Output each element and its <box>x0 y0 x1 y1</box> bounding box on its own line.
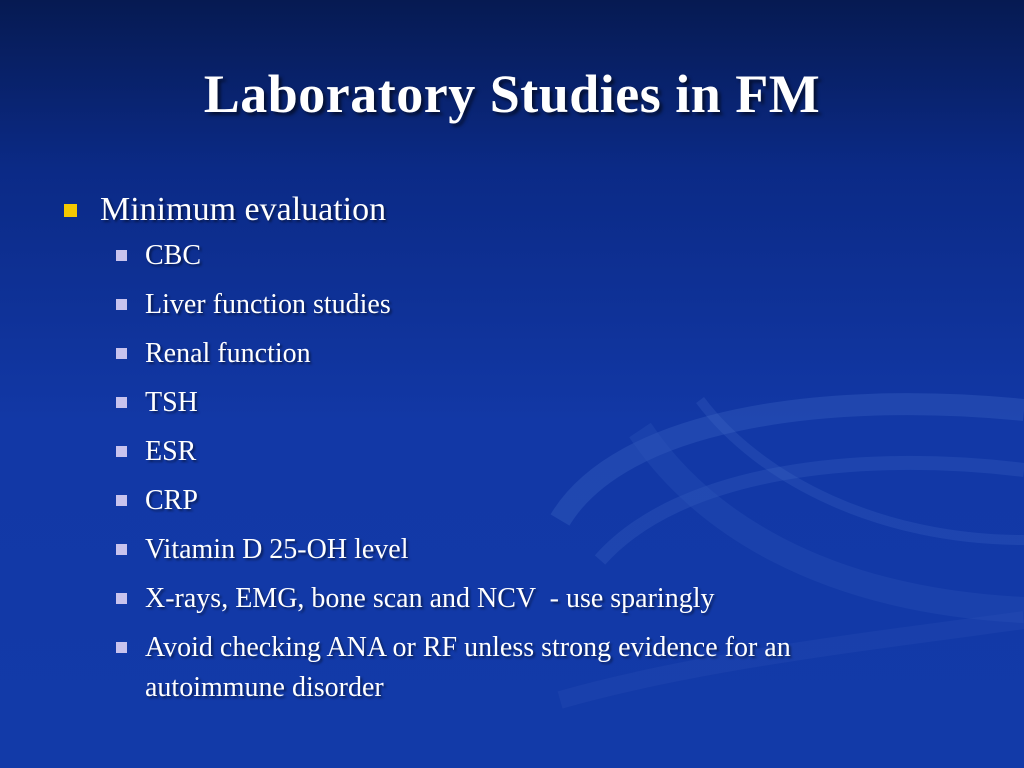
sub-bullet-text: Avoid checking ANA or RF unless strong evidence for an autoimmune disorder <box>145 632 791 703</box>
sub-bullet-text: Liver function studies <box>145 289 391 320</box>
square-bullet-icon <box>116 593 127 604</box>
sub-bullet-item <box>116 285 960 325</box>
square-bullet-icon <box>64 204 77 217</box>
bullet-minimum-evaluation <box>60 188 960 232</box>
sub-bullet-text: TSH <box>145 387 198 418</box>
sub-bullet-text: Renal function <box>145 338 311 369</box>
sub-bullet-item <box>116 432 960 472</box>
sub-bullet-text: CBC <box>145 240 202 271</box>
sub-bullet-list <box>60 236 960 708</box>
square-bullet-icon <box>116 397 127 408</box>
bullet-list <box>60 188 960 717</box>
sub-bullet-item <box>116 579 960 619</box>
sub-bullet-item <box>116 530 960 570</box>
sub-bullet-text: CRP <box>145 485 198 516</box>
sub-bullet-text: Vitamin D 25-OH level <box>145 534 409 565</box>
square-bullet-icon <box>116 446 127 457</box>
square-bullet-icon <box>116 299 127 310</box>
slide-title: Laboratory Studies in FM <box>203 64 821 124</box>
square-bullet-icon <box>116 348 127 359</box>
sub-bullet-item <box>116 334 960 374</box>
sub-bullet-item <box>116 628 925 708</box>
square-bullet-icon <box>116 642 127 653</box>
square-bullet-icon <box>116 250 127 261</box>
sub-bullet-item <box>116 236 960 276</box>
square-bullet-icon <box>116 544 127 555</box>
square-bullet-icon <box>116 495 127 506</box>
sub-bullet-item <box>116 383 960 423</box>
sub-bullet-item <box>116 481 960 521</box>
sub-bullet-text: ESR <box>145 436 197 467</box>
bullet-label: Minimum evaluation <box>100 191 387 228</box>
sub-bullet-text: X-rays, EMG, bone scan and NCV - use sparingly <box>145 583 715 614</box>
